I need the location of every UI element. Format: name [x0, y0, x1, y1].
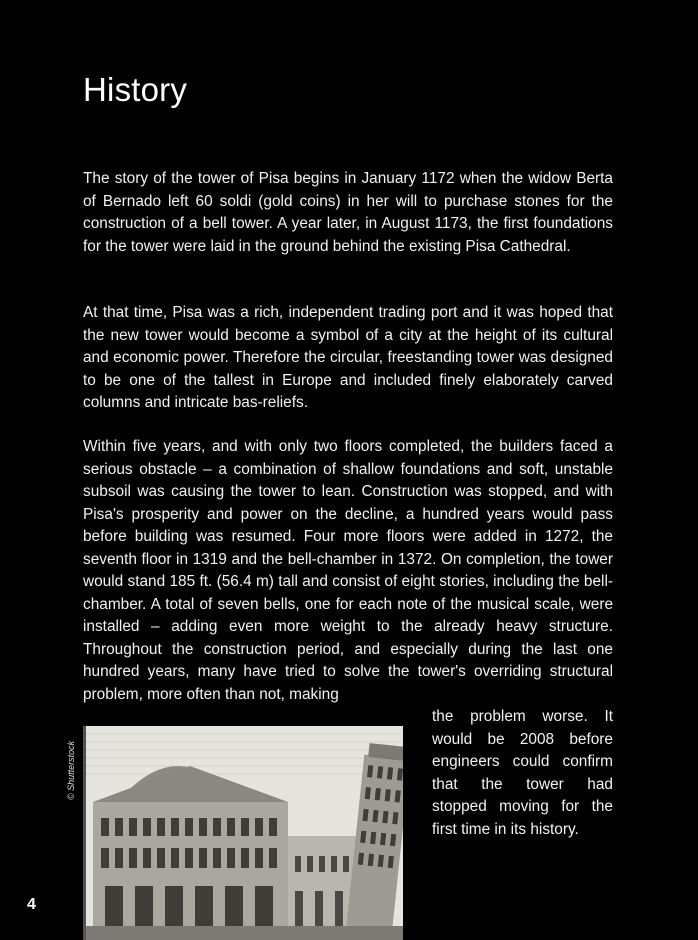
image-credit: © Shutterstock [66, 740, 76, 800]
pisa-cathedral-engraving [83, 726, 403, 940]
paragraph-1: The story of the tower of Pisa begins in January 1172 when the widow Berta of Bernado left 60 soldi (gold coins) in her will to purchase stones for the construction of a bell tower. A year later, in August 1173, the first foundations for the tower were laid in the ground behind the existing Pisa Cathedral. [83, 170, 613, 255]
paragraph-3: Within five years, and with only two floors completed, the builders faced a serious obstacle – a combination of shallow foundations and soft, unstable subsoil was causing the tower to lean. Construction was stopped, and with Pisa's prosperity and power on the decline, a hundred years would pass before building was resumed. Four more floors were added in 1272, the seventh floor in 1319 and the bell-chamber in 1372. On completion, the tower would stand 185 ft. (56.4 m) tall and consist of eight stories, including the bell-chamber. A total of seven bells, one for each note of the musical scale, were installed – adding even more weight to the already heavy structure. Throughout the construction period, and especially during the last one hundred years, many have tried to solve the tower's overriding structural problem, more often than not, making [83, 438, 613, 703]
paragraph-3-continuation: the problem worse. It would be 2008 before engineers could confirm that the tower had stopped moving for the first time in its history. [432, 708, 613, 838]
page-heading: History [83, 71, 188, 108]
paragraph-2: At that time, Pisa was a rich, independent trading port and it was hoped that the new tower would become a symbol of a city at the height of its cultural and economic power. Therefore the circular, freestanding tower was designed to be one of the tallest in Europe and included finely elaborately carved columns and intricate bas-reliefs. [83, 304, 613, 411]
page-number: 4 [27, 896, 36, 913]
